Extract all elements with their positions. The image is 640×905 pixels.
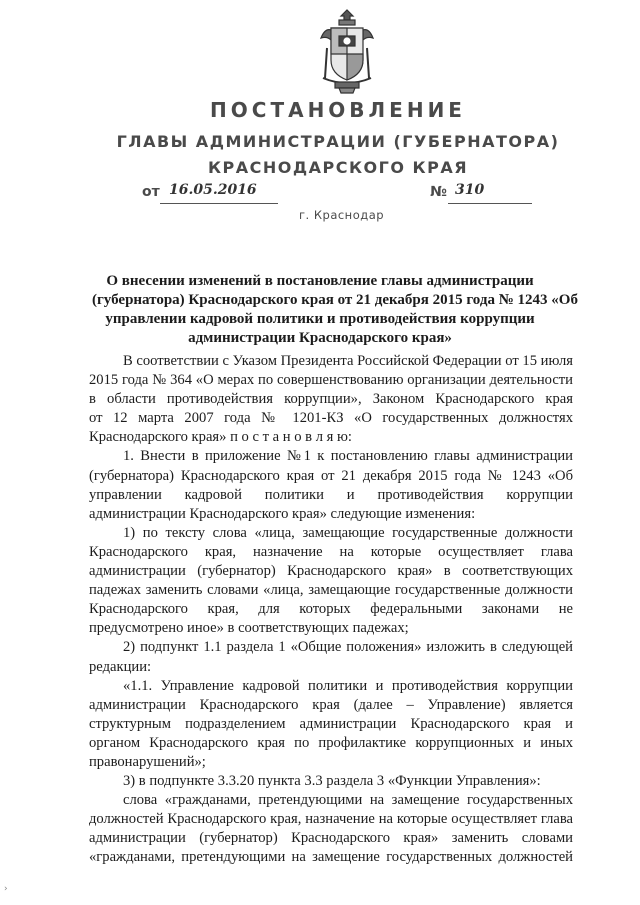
body-line: администрации (губернатор) Краснодарского края» в соответствующих	[89, 563, 573, 580]
document-title	[92, 272, 578, 348]
body-line: администрации (губернатор) Краснодарского края» заменить словами	[89, 830, 573, 847]
body-line: В соответствии с Указом Президента Российской Федерации от 15 июля	[123, 353, 573, 369]
number-value: 310	[455, 182, 485, 198]
body-line: (губернатора) Краснодарского края от 21 декабря 2015 года № 1243 «Об	[89, 467, 573, 484]
margin-mark: ›	[4, 884, 8, 894]
body-line: 1. Внести в приложение №1 к постановлению главы администрации	[123, 448, 573, 465]
region-heading: КРАСНОДАРСКОГО КРАЯ	[207, 158, 469, 177]
title-line: администрации Краснодарского края»	[188, 330, 452, 346]
body-line: в области противодействия коррупции», Законом Краснодарского края	[89, 391, 573, 408]
body-line: 3) в подпункте 3.3.20 пункта 3.3 раздела 3 «Функции Управления»:	[123, 773, 541, 790]
body-line: 2) подпункт 1.1 раздела 1 «Общие положения» изложить в следующей	[123, 639, 573, 656]
coat-of-arms-icon	[317, 8, 377, 94]
body-line: предусмотрено иное» в соответствующих падежах;	[89, 620, 409, 637]
title-line: О внесении изменений в постановление главы администрации	[106, 273, 534, 289]
date-underline	[160, 203, 278, 204]
document-body	[89, 352, 573, 868]
date-number-line	[142, 184, 562, 208]
document-type-heading: ПОСТАНОВЛЕНИЕ	[210, 98, 466, 122]
body-line: должностей Краснодарского края, назначение на которые осуществляет глава	[89, 811, 573, 828]
body-line: редакции:	[89, 658, 152, 675]
body-line: управлении кадровой политики и противодействия коррупции	[89, 486, 573, 503]
body-line: администрации Краснодарского края» следующие изменения:	[89, 505, 476, 522]
date-label: от	[142, 184, 160, 200]
title-line: (губернатора) Краснодарского края от 21 декабря 2015 года № 1243 «Об	[92, 292, 578, 308]
body-line: 2015 года № 364 «О мерах по совершенствованию организации деятельности	[89, 372, 573, 389]
number-underline	[448, 203, 532, 204]
title-line: управлении кадровой политики и противодействия коррупции	[105, 311, 535, 327]
body-line: структурным подразделением администрации Краснодарского края и	[89, 715, 573, 732]
body-line: Краснодарского края, назначение на которые осуществляет глава	[89, 543, 573, 560]
date-value: 16.05.2016	[169, 182, 257, 198]
number-label: №	[430, 184, 447, 200]
body-line: Краснодарского края» п о с т а н о в л я ю:	[89, 429, 352, 446]
body-line: «1.1. Управление кадровой политики и противодействия коррупции	[123, 677, 573, 694]
issuing-authority-heading: ГЛАВЫ АДМИНИСТРАЦИИ (ГУБЕРНАТОРА)	[116, 132, 560, 151]
body-line: администрации Краснодарского края (далее – Управление) является	[89, 696, 573, 713]
body-line: слова «гражданами, претендующими на замещение государственных	[123, 792, 573, 809]
body-line: правонарушений»;	[89, 753, 206, 770]
body-line: падежах заменить словами «лица, замещающие государственные должности	[89, 582, 573, 599]
body-line: «гражданами, претендующими на замещение государственных должностей	[89, 849, 573, 866]
body-line: 1) по тексту слова «лица, замещающие государственные должности	[123, 524, 573, 541]
body-line: от 12 марта 2007 года № 1201-КЗ «О государственных должностях	[89, 410, 573, 427]
body-line: Краснодарского края, для которых федеральными законами не	[89, 601, 573, 618]
body-line: органом Краснодарского края по профилактике коррупционных и иных	[89, 734, 573, 751]
city-label: г. Краснодар	[299, 208, 385, 222]
